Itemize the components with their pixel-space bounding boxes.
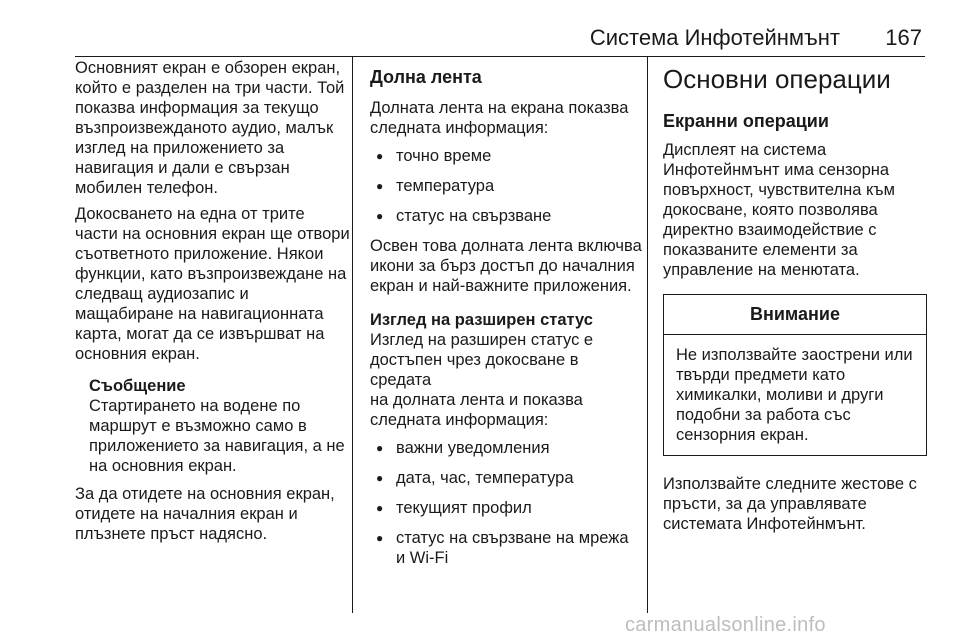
list-item: ● температура (370, 176, 644, 196)
warning-text: Не използвайте заострени или твърди предмети като химикалки, моливи и други подобни за работа със сензорния екран. (676, 346, 913, 444)
header-divider (75, 56, 925, 57)
left-column (75, 58, 351, 550)
list-item: ● статус на свързване (370, 206, 644, 226)
left-paragraph-2: Докосването на една от трите части на основния екран ще отвори съответното приложение. Някои функции, като възпроизвеждане на следващ аудиозапис и мащабиране на навигационната карта, могат да се извършват на основния екран. (75, 205, 350, 363)
list-item: ● точно време (370, 146, 644, 166)
column-divider-2 (647, 57, 648, 613)
watermark: carmanualsonline.info (625, 614, 826, 636)
right-column (663, 58, 927, 540)
list-item: ● статус на свързване на мрежа и Wi-Fi (370, 528, 644, 568)
left-paragraph-1: Основният екран е обзорен екран, който е разделен на три части. Той показва информация за текущо възпроизвежданото аудио, малък изглед на приложението за навигация и дали е свързан мобилен телефон. (75, 59, 345, 197)
middle-paragraph: Освен това долната лента включва икони за бърз достъп до началния екран и най-важните приложения. (370, 237, 642, 295)
middle-column (370, 58, 644, 578)
warning-title: Внимание (664, 295, 926, 335)
right-paragraph-2: Използвайте следните жестове с пръсти, за да управлявате системата Инфотейнмънт. (663, 475, 917, 533)
page-number: 167 (885, 25, 922, 50)
left-paragraph-3: За да отидете на основния екран, отидете на началния екран и плъзнете пръст надясно. (75, 485, 335, 543)
note-block (89, 376, 351, 476)
list-item: ● дата, час, температура (370, 468, 644, 488)
bullet-list-1 (370, 146, 644, 226)
middle-intro: Долната лента на екрана показва следната информация: (370, 99, 629, 137)
middle-sub-intro: Изглед на разширен статус е достъпен чрез докосване в средата на долната лента и показва следната информация: (370, 331, 594, 429)
subheading-extended-status: Изглед на разширен статус (370, 311, 593, 329)
section-title-basic-operations: Основни операции (663, 64, 891, 94)
note-title: Съобщение (89, 377, 186, 395)
header-title: Система Инфотейнмънт (589, 25, 840, 50)
right-paragraph-1: Дисплеят на система Инфотейнмънт има сензорна повърхност, чувствителна към докосване, която позволява директно взаимодействие с показваните елементи за управление на менютата. (663, 141, 895, 279)
warning-box (663, 294, 927, 456)
section-title-bottom-bar: Долна лента (370, 67, 482, 87)
subtitle-screen-operations: Екранни операции (663, 111, 829, 131)
list-item: ● текущият профил (370, 498, 644, 518)
list-item: ● важни уведомления (370, 438, 644, 458)
note-text: Стартирането на водене по маршрут е възможно само в приложението за навигация, а не на основния екран. (89, 397, 345, 475)
bullet-list-2 (370, 438, 644, 568)
column-divider-1 (352, 57, 353, 613)
